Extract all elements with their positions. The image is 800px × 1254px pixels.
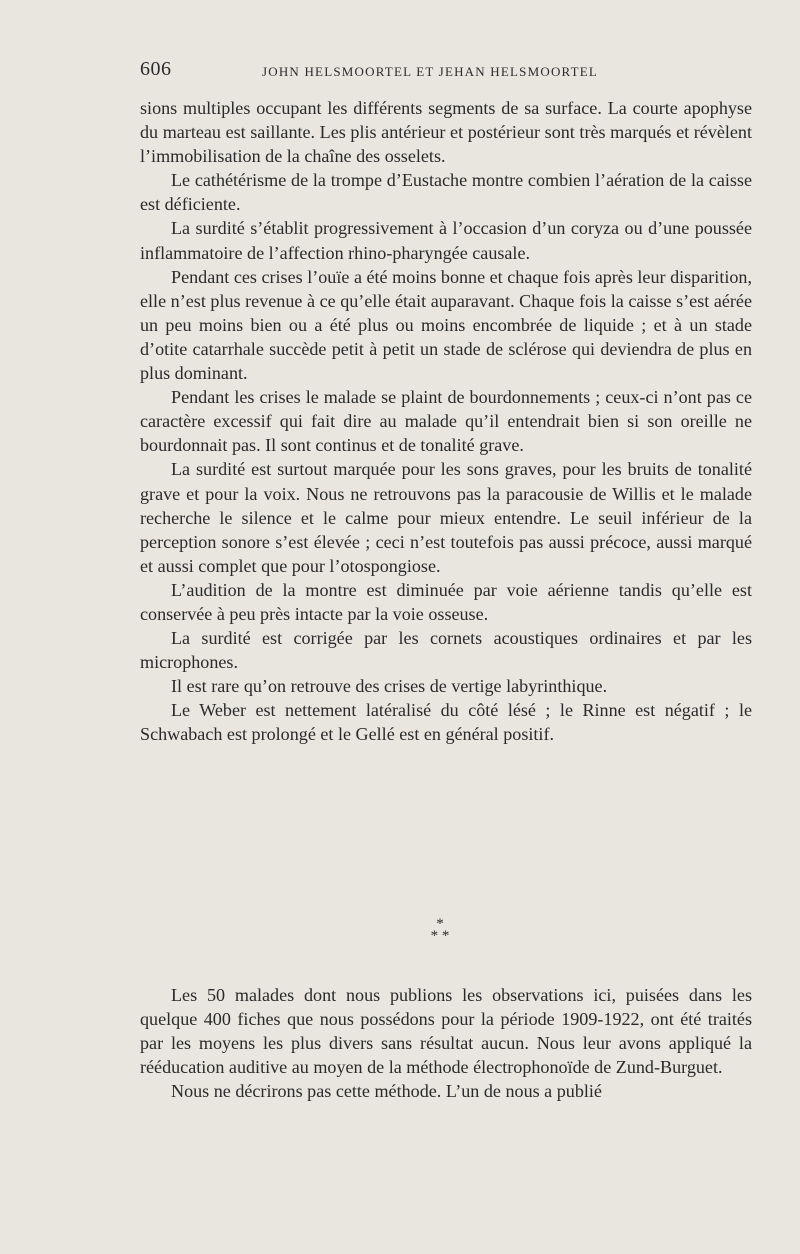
paragraph: Le cathétérisme de la trompe d’Eustache montre combien l’aération de la caisse est déficiente. bbox=[140, 170, 752, 215]
paragraph: Le Weber est nettement latéralisé du côté lésé ; le Rinne est négatif ; le Schwabach est prolongé et le Gellé est en général positif. bbox=[140, 700, 752, 745]
body-text-continued bbox=[140, 983, 752, 1103]
asterism-top-star: * bbox=[436, 916, 444, 932]
paragraph: L’audition de la montre est diminuée par voie aérienne tandis qu’elle est conservée à peu près intacte par la voie osseuse. bbox=[140, 579, 752, 624]
section-asterism bbox=[0, 918, 800, 942]
page-number: 606 bbox=[140, 58, 172, 80]
paragraph: La surdité s’établit progressivement à l’occasion d’un coryza ou d’une poussée inflammatoire de l’affection rhino-pharyngée causale. bbox=[140, 218, 752, 263]
body-text bbox=[140, 96, 752, 747]
paragraph: sions multiples occupant les différents segments de sa surface. La courte apophyse du marteau est saillante. Les plis antérieur et postérieur sont très marqués et révèlent l’immobilisation de la chaîne des osselets. bbox=[140, 98, 752, 167]
page-header bbox=[140, 58, 760, 86]
paragraph: Pendant les crises le malade se plaint de bourdonnements ; ceux-ci n’ont pas ce caractère excessif qui fait dire au malade qu’il entendrait bien si son oreille ne bourdonnait pas. Il sont continus et de tonalité grave. bbox=[140, 387, 752, 456]
paragraph: La surdité est corrigée par les cornets acoustiques ordinaires et par les microphones. bbox=[140, 628, 752, 673]
paragraph: Nous ne décrirons pas cette méthode. L’un de nous a publié bbox=[171, 1081, 602, 1102]
paragraph: Les 50 malades dont nous publions les observations ici, puisées dans les quelque 400 fiches que nous possédons pour la période 1909-1922, ont été traités par les moyens les plus divers sans résultat aucun. Nous leur avons appliqué la rééducation auditive au moyen de la méthode électrophonoïde de Zund-Burguet. bbox=[140, 985, 752, 1078]
asterism-bottom-stars: * * bbox=[430, 928, 450, 944]
paragraph: Il est rare qu’on retrouve des crises de vertige labyrinthique. bbox=[171, 676, 608, 697]
running-title: JOHN HELSMOORTEL ET JEHAN HELSMOORTEL bbox=[262, 64, 599, 79]
paragraph: La surdité est surtout marquée pour les sons graves, pour les bruits de tonalité grave et pour la voix. Nous ne retrouvons pas la paracousie de Willis et le malade recherche le silence et le calme pour mieux entendre. Le seuil inférieur de la perception sonore s’est élevée ; ceci n’est toutefois pas aussi précoce, aussi marqué et aussi complet que pour l’otospongiose. bbox=[140, 459, 752, 576]
paragraph: Pendant ces crises l’ouïe a été moins bonne et chaque fois après leur disparition, elle n’est plus revenue à ce qu’elle était auparavant. Chaque fois la caisse s’est aérée un peu moins bien ou a été plus ou moins encombrée de liquide ; et à un stade d’otite catarrhale succède petit à petit un stade de sclérose qui deviendra de plus en plus dominant. bbox=[140, 266, 752, 384]
